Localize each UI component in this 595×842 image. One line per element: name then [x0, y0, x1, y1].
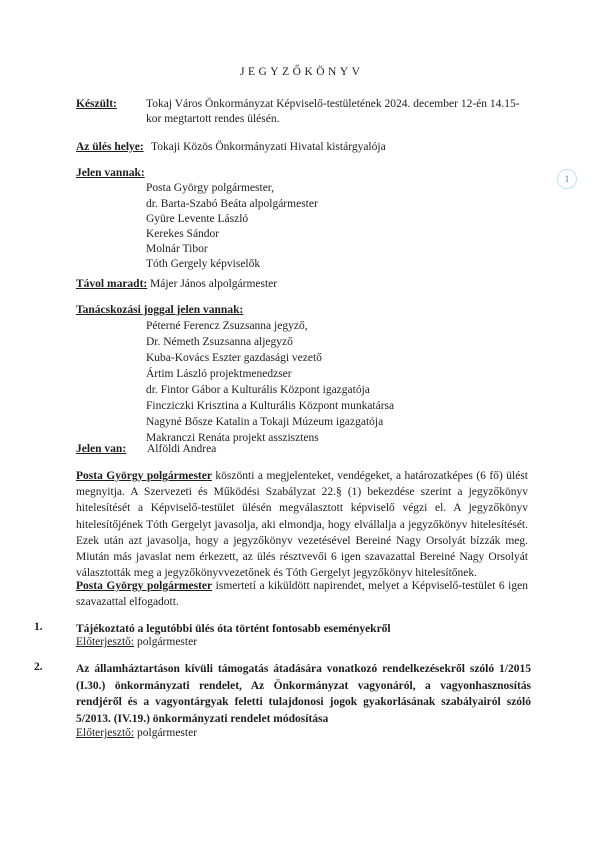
agenda-item-number: 2.	[34, 661, 43, 673]
jelen-vannak-item: Molnár Tibor	[146, 243, 208, 255]
agenda-item-presenter	[76, 636, 197, 648]
jelen-vannak-item: Kerekes Sándor	[146, 228, 220, 240]
paragraph-text: köszönti a megjelenteket, vendégeket, a határozatképes (6 fő) ülést megnyitja. A Szervezeti és Működési Szabályzat 22.§ (1) bekezdése szerint a jegyzőkönyv hitelesítését a Képviselő-testület ülésén megválasztott képviselő végzi el. A jegyzőkönyv hitelesítőjének Tóth Gergelyt javasolja, aki elmondja, hogy elvállalja a jegyzőkönyv hitelesítését. Ezek után azt javasolja, hogy a jegyzőkönyv vezetésével Bereiné Nagy Orsolyát bízzák meg. Miután más javaslat nem érkezett, az ülés résztvevői 6 igen szavazattal Bereiné Nagy Orsolyát választották meg a jegyzőkönyvvezetőnek és Tóth Gergelyt jegyzőkönyv hitelesítőnek.	[76, 470, 528, 580]
agenda-item-title: Tájékoztató a legutóbbi ülés óta történt fontosabb eseményekről	[76, 623, 391, 635]
keszult-label: Készült:	[76, 98, 117, 110]
keszult-line2: kor megtartott rendes ülésén.	[146, 113, 280, 125]
jelen-vannak-item: Tóth Gergely képviselők	[146, 258, 261, 270]
jelen-van-label: Jelen van:	[76, 443, 127, 455]
tanacskozasi-item: dr. Fintor Gábor a Kulturális Központ igazgatója	[146, 384, 370, 396]
jelen-vannak-item: Gyüre Levente László	[146, 213, 249, 225]
presenter-value: polgármester	[134, 727, 198, 739]
presenter-value: polgármester	[134, 636, 198, 648]
document-title: JEGYZŐKÖNYV	[240, 66, 364, 78]
tanacskozasi-item: Péterné Ferencz Zsuzsanna jegyző,	[146, 320, 308, 332]
keszult-line1: Tokaj Város Önkormányzat Képviselő-testületének 2024. december 12-én 14.15-	[146, 98, 520, 110]
jelen-vannak-item: dr. Barta-Szabó Beáta alpolgármester	[146, 198, 318, 210]
presenter-label: Előterjesztő:	[76, 727, 135, 739]
ules-helye-value: Tokaji Közös Önkormányzati Hivatal kistárgyalója	[151, 141, 386, 153]
presenter-label: Előterjesztő:	[76, 636, 135, 648]
jelen-vannak-item: Posta György polgármester,	[146, 182, 275, 194]
tavol-maradt-value: Májer János alpolgármester	[150, 278, 278, 290]
tanacskozasi-label: Tanácskozási joggal jelen vannak:	[76, 304, 244, 316]
agenda-paragraph	[76, 578, 528, 610]
paragraph-text: ismertetí a kiküldött napirendet, melyet a Képviselő-testület 6 igen szavazattal elfogadott.	[76, 580, 528, 609]
tanacskozasi-item: Makranczi Renáta projekt asszisztens	[146, 432, 319, 444]
agenda-item-title: Az államháztartáson kívüli támogatás átadására vonatkozó rendelkezésekről szóló 1/2015 (I.30.) önkormányzati rendelet, Az Önkormányzat vagyonáról, a vagyonhasznosítás rendjéről és a vagyontárgyak feletti tulajdonosi jogok gyakorlásának szabályairól szóló 5/2013. (IV.19.) önkormányzati rendelet módosítása	[76, 663, 531, 725]
ules-helye-label: Az ülés helye:	[76, 141, 144, 153]
jelen-van-value: Alföldi Andrea	[147, 443, 217, 455]
tanacskozasi-item: Kuba-Kovács Eszter gazdasági vezető	[146, 352, 322, 364]
tanacskozasi-item: Fincziczki Krisztina a Kulturális Központ munkatársa	[146, 400, 395, 412]
jelen-vannak-label: Jelen vannak:	[76, 167, 145, 179]
speaker-name: Posta György polgármester	[76, 470, 212, 482]
tanacskozasi-item: Nagyné Bősze Katalin a Tokaji Múzeum igazgatója	[146, 416, 384, 428]
tanacskozasi-item: Dr. Németh Zsuzsanna aljegyző	[146, 336, 293, 348]
speaker-name: Posta György polgármester	[76, 580, 213, 592]
page-number: 1	[557, 169, 577, 189]
tanacskozasi-item: Ártim László projektmenedzser	[146, 368, 292, 380]
agenda-item-presenter	[76, 727, 197, 739]
tavol-maradt-label: Távol maradt:	[76, 278, 148, 290]
agenda-item-number: 1.	[34, 621, 43, 633]
opening-paragraph	[76, 468, 528, 581]
